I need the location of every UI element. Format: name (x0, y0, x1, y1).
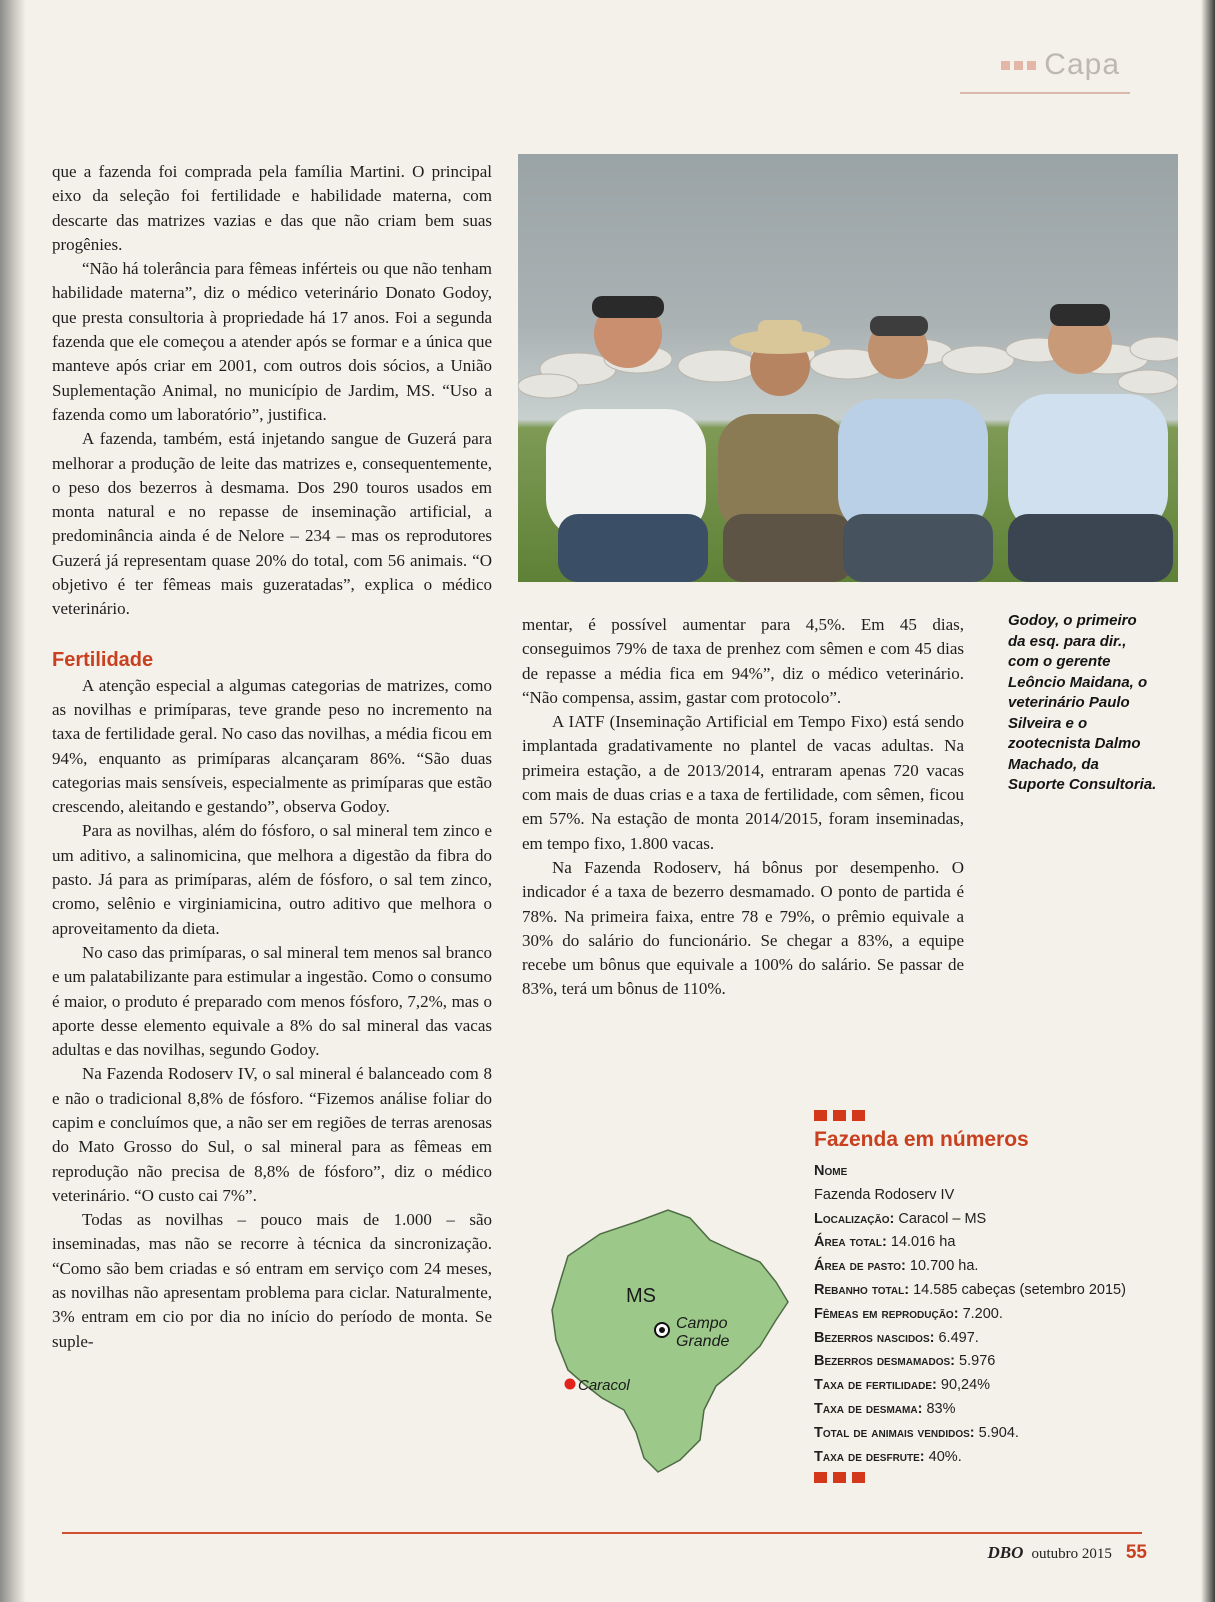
fact-value: 83% (926, 1400, 956, 1417)
box-top-squares (814, 1110, 865, 1121)
map-state-label: MS (626, 1285, 656, 1307)
fact-value: 5.976 (959, 1353, 996, 1370)
paragraph: que a fazenda foi comprada pela família Martini. O principal eixo da seleção foi fertilidade e habilidade materna, com descarte das matrizes vazias e das que não criam bem suas progênies. (52, 162, 492, 254)
fact-value: 6.497. (938, 1329, 979, 1346)
fact-label: Área total: (814, 1234, 887, 1251)
fact-row (814, 1374, 1174, 1398)
ms-state-shape (552, 1210, 788, 1472)
fact-row (814, 1446, 1174, 1470)
paragraph: Na Fazenda Rodoserv IV, o sal mineral é balanceado com 8 e não o tradicional 8,8% de fósforo. “Fizemos análise foliar do capim e concluímos que, a não ser em regiões de terras arenosas do Mato Grosso do Sul, o sal mineral para as fêmeas em reprodução não precisa de 8,8% de fósforo”, diz o médico veterinário. “O custo cai 7%”. (52, 1064, 492, 1205)
fact-label: Bezerros desmamados: (814, 1353, 956, 1370)
fact-list (814, 1160, 1174, 1469)
fact-row (814, 1398, 1174, 1422)
fact-label: Rebanho total: (814, 1281, 910, 1298)
fact-row (814, 1303, 1174, 1327)
fact-row (814, 1279, 1174, 1303)
fact-label: Total de animais vendidos: (814, 1424, 975, 1441)
map-capital-line1: Campo (676, 1315, 728, 1332)
fact-value: 14.016 ha (890, 1234, 956, 1251)
fact-value: 10.700 ha. (909, 1258, 979, 1275)
fact-label: Localização: (814, 1210, 895, 1227)
map-capital-line2: Grande (676, 1333, 730, 1350)
left-column (52, 160, 492, 1354)
fact-label: Nome (814, 1163, 848, 1179)
fact-label: Fêmeas em reprodução: (814, 1305, 959, 1322)
fact-box-title: Fazenda em números (814, 1128, 1029, 1151)
fact-label: Taxa de desmama: (814, 1400, 923, 1417)
page-spine-shadow (0, 0, 26, 1602)
fact-label: Bezerros nascidos: (814, 1329, 935, 1346)
fact-row-nome (814, 1160, 1174, 1184)
photo-illustration (518, 154, 1178, 582)
issue-date: outubro 2015 (1031, 1546, 1112, 1562)
paragraph: A IATF (Inseminação Artificial em Tempo Fixo) está sendo implantada gradativamente no plantel de vacas adultas. Na primeira estação, a de 2013/2014, entraram apenas 720 vacas com mais de duas crias e a taxa de fertilidade, com sêmen, ficou em 57%. Na estação de monta 2014/2015, foram inseminadas, em tempo fixo, 1.800 vacas. (522, 712, 964, 853)
fact-row (814, 1350, 1174, 1374)
fact-value: 40%. (928, 1448, 962, 1465)
capital-marker-dot (659, 1327, 665, 1333)
fact-value: 14.585 cabeças (setembro 2015) (913, 1281, 1126, 1298)
section-rule (960, 92, 1130, 94)
fact-value: 7.200. (962, 1305, 1003, 1322)
fact-row (814, 1208, 1174, 1232)
fact-row (814, 1231, 1174, 1255)
subheading-fertilidade: Fertilidade (52, 648, 154, 671)
fact-row (814, 1255, 1174, 1279)
footer-rule (62, 1532, 1142, 1534)
fact-value: 90,24% (940, 1377, 991, 1394)
page-number: 55 (1125, 1542, 1147, 1563)
fact-value: Caracol – MS (898, 1210, 987, 1227)
paragraph: Na Fazenda Rodoserv, há bônus por desempenho. O indicador é a taxa de bezerro desmamado. O ponto de partida é 78%. Na primeira faixa, entre 78 e 79%, o prêmio equivale a 30% do salário do funcionário. Se chegar a 83%, a equipe recebe um bônus que equivale a 100% do salário. Se passar de 83%, terá um bônus de 110%. (522, 857, 964, 999)
group-photo (518, 154, 1178, 582)
farm-location-marker (565, 1379, 576, 1390)
section-header (1001, 48, 1120, 82)
paragraph: No caso das primíparas, o sal mineral tem menos sal branco e um palatabilizante para estimular a ingestão. Como o consumo é maior, o produto é preparado com menos fósforo, 7,2%, mas o aporte desse elemento equivale a 8% do sal mineral das vacas adultas e das novilhas, segundo Godoy. (52, 942, 492, 1060)
page-footer (988, 1542, 1147, 1564)
fact-value: Fazenda Rodoserv IV (814, 1186, 955, 1203)
fact-value: 5.904. (978, 1424, 1019, 1441)
box-bottom-squares (814, 1472, 865, 1483)
photo-caption: Godoy, o primeiro da esq. para dir., com o gerente Leôncio Maidana, o veterinário Paulo Silveira e o zootecnista Dalmo Machado, da Suporte Consultoria. (1008, 612, 1157, 793)
paragraph: mentar, é possível aumentar para 4,5%. Em 45 dias, conseguimos 79% de taxa de prenhez com sêmen e com 45 dias de repasse a média fica em 94%”, diz o médico veterinário. “Não compensa, assim, gastar com protocolo”. (522, 615, 964, 707)
fact-label: Taxa de fertilidade: (814, 1377, 937, 1394)
magazine-name: DBO (987, 1543, 1024, 1562)
paragraph: Para as novilhas, além do fósforo, o sal mineral tem zinco e um aditivo, a salinomicina, que melhora a digestão da fibra do pasto. Já para as primíparas, além de fósforo, o sal tem zinco, cromo, selênio e virginiamicina, outro aditivo que melhora o aproveitamento da dieta. (52, 821, 492, 938)
fact-row (814, 1327, 1174, 1351)
section-title: Capa (1044, 48, 1120, 81)
fact-row (814, 1422, 1174, 1446)
fact-label: Taxa de desfrute: (814, 1448, 925, 1465)
ms-state-map (540, 1170, 810, 1490)
paragraph: Todas as novilhas – pouco mais de 1.000 – são inseminadas, mas não se recorre à técnica da sincronização. “Como são bem criadas e só entram em serviço com 24 meses, as novilhas não apresentam problema para ciclar. Naturalmente, 3% entram em cio por dia no início do período de monta. Se suple- (52, 1210, 492, 1351)
section-squares (1001, 61, 1036, 70)
page-edge-shadow (1201, 0, 1215, 1602)
fact-row-nome-value (814, 1184, 1174, 1208)
paragraph: “Não há tolerância para fêmeas inférteis ou que não tenham habilidade materna”, diz o médico veterinário Donato Godoy, que presta consultoria à propriedade há 17 anos. Foi a segunda fazenda que ele começou a atender após se formar e a única que manteve após criar em 2001, com outros dois sócios, a União Suplementação Animal, no município de Jardim, MS. “Uso a fazenda como um laboratório”, justifica. (52, 259, 492, 424)
paragraph: A fazenda, também, está injetando sangue de Guzerá para melhorar a produção de leite das matrizes e, consequentemente, o peso dos bezerros à desmama. Dos 290 touros usados em monta natural e no repasse de inseminação artificial, a predominância ainda é de Nelore – 234 – mas os reprodutores Guzerá já representam quase 20% do total, com 56 animais. “O objetivo é ter fêmeas mais guzeratadas”, explica o médico veterinário. (52, 429, 492, 619)
fact-label: Área de pasto: (814, 1258, 906, 1275)
map-farm-label: Caracol (578, 1377, 630, 1394)
paragraph: A atenção especial a algumas categorias de matrizes, como as novilhas e primíparas, teve grande peso no incremento na taxa de fertilidade geral. No caso das novilhas, a média ficou em 94%, enquanto as primíparas alcançaram 86%. “São duas categorias mais sensíveis, especialmente as primíparas que estão crescendo, aleitando e gestando”, observa Godoy. (52, 675, 492, 817)
middle-column (522, 613, 964, 1002)
person-1 (546, 296, 708, 582)
fact-box (540, 1110, 1180, 1490)
